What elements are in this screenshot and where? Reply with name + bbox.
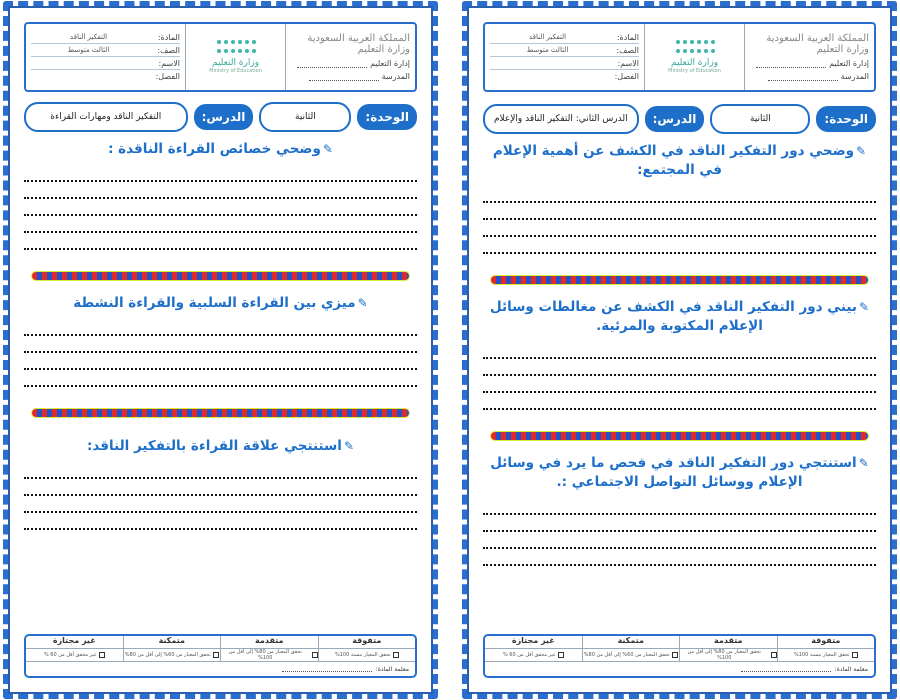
bead-divider (32, 409, 409, 417)
answer-lines (24, 462, 417, 530)
grade-row: الصف: الثالث متوسط (31, 44, 180, 57)
unit-value: الثانية (710, 104, 810, 134)
unit-value: الثانية (259, 102, 351, 132)
answer-line[interactable] (24, 199, 417, 216)
teacher-signature: معلمة المادة: (485, 662, 874, 676)
answer-line[interactable] (24, 479, 417, 496)
question-2: ✎ميزي بين القراءة السلبية والقراءة النشطة (73, 295, 368, 311)
answer-lines (483, 498, 876, 566)
question-1: ✎وضحي خصائص القراءة الناقدة : (108, 141, 333, 157)
answer-line[interactable] (24, 336, 417, 353)
answer-line[interactable] (483, 203, 876, 220)
answer-line[interactable] (24, 496, 417, 513)
answer-line[interactable] (483, 186, 876, 203)
ministry-logo (185, 24, 285, 90)
name-row: الاسم: (31, 57, 180, 70)
pencil-icon: ✎ (858, 300, 870, 314)
answer-lines (483, 186, 876, 254)
class-row: الفصل: (155, 72, 180, 81)
class-row: الفصل: (614, 72, 639, 81)
school-field: المدرسة (768, 72, 869, 81)
pencil-icon: ✎ (856, 144, 867, 158)
levels-desc: تحقق المعيار بنسبة 100% تحقق المعيار من 80% إلى أقل من 100% تحقق المعيار من 60% إلى أقل من 80% غير محقق أقل من 60 % (26, 649, 415, 662)
question-1: ✎وضحي دور التفكير الناقد في الكشف عن أهمية الإعلام في المجتمع: (492, 143, 867, 178)
bead-divider (491, 432, 868, 440)
subject-row: المادة: التفكير الناقد (31, 31, 180, 44)
worksheet-header (483, 22, 876, 92)
answer-line[interactable] (483, 549, 876, 566)
checkbox[interactable] (213, 652, 219, 658)
checkbox[interactable] (393, 652, 399, 658)
answer-line[interactable] (483, 237, 876, 254)
answer-line[interactable] (483, 393, 876, 410)
level-proficient: متمكنة (582, 636, 680, 648)
answer-line[interactable] (24, 513, 417, 530)
lesson-label: الدرس: (194, 104, 254, 130)
checkbox[interactable] (312, 652, 318, 658)
subject-row: المادة: التفكير الناقد (490, 31, 639, 44)
pencil-icon: ✎ (343, 439, 354, 453)
ministry-title: وزارة التعليم (357, 44, 410, 55)
ministry-title: وزارة التعليم (816, 44, 869, 55)
logo-dots-icon (675, 40, 715, 56)
student-info (485, 24, 644, 90)
answer-line[interactable] (24, 165, 417, 182)
admin-field: إدارة التعليم (297, 59, 410, 68)
answer-line[interactable] (24, 353, 417, 370)
logo-en: Ministry of Education (209, 68, 262, 74)
checkbox[interactable] (99, 652, 105, 658)
teacher-signature: معلمة المادة: (26, 662, 415, 676)
answer-line[interactable] (483, 515, 876, 532)
assessment-footer (483, 634, 876, 678)
level-advanced: متقدمة (679, 636, 777, 648)
logo-dots-icon (216, 40, 256, 56)
ministry-block (285, 24, 415, 90)
level-excellent: متفوقة (318, 636, 416, 648)
worksheet-left (8, 6, 433, 694)
unit-lesson-row (483, 102, 876, 136)
answer-line[interactable] (24, 216, 417, 233)
answer-lines (24, 319, 417, 387)
checkbox[interactable] (558, 652, 564, 658)
checkbox[interactable] (771, 652, 777, 658)
answer-line[interactable] (24, 319, 417, 336)
levels-header (26, 636, 415, 649)
ministry-block (744, 24, 874, 90)
checkbox[interactable] (672, 652, 678, 658)
pencil-icon: ✎ (322, 142, 333, 156)
answer-lines (24, 165, 417, 250)
levels-desc: تحقق المعيار بنسبة 100% تحقق المعيار من 80% إلى أقل من 100% تحقق المعيار من 60% إلى أقل من 80% غير محقق أقل من 60 % (485, 649, 874, 662)
levels-header (485, 636, 874, 649)
lesson-value: الدرس الثاني: التفكير الناقد والإعلام (483, 104, 639, 134)
unit-lesson-row (24, 100, 417, 134)
logo-en: Ministry of Education (668, 68, 721, 74)
name-row: الاسم: (490, 57, 639, 70)
worksheet-right (467, 6, 892, 694)
answer-line[interactable] (483, 498, 876, 515)
bead-divider (32, 272, 409, 280)
answer-line[interactable] (24, 182, 417, 199)
question-2: ✎بيني دور التفكير الناقد في الكشف عن مغالطات وسائل الإعلام المكتوبة والمرئية. (489, 299, 870, 334)
level-failed: غير مجتازة (52, 636, 96, 645)
logo-name: وزارة التعليم (211, 58, 260, 68)
assessment-footer (24, 634, 417, 678)
logo-name: وزارة التعليم (670, 58, 719, 68)
answer-line[interactable] (483, 220, 876, 237)
kingdom-title: المملكة العربية السعودية (766, 33, 869, 44)
level-proficient: متمكنة (123, 636, 221, 648)
answer-line[interactable] (24, 370, 417, 387)
answer-line[interactable] (24, 462, 417, 479)
grade-row: الصف: الثالث متوسط (490, 44, 639, 57)
level-failed: غير مجتازة (511, 636, 555, 645)
answer-lines (483, 342, 876, 410)
pencil-icon: ✎ (357, 296, 368, 310)
lesson-value: التفكير الناقد ومهارات القراءة (24, 102, 188, 132)
ministry-logo (644, 24, 744, 90)
question-3: ✎استنتجي دور التفكير الناقد في فحص ما يرد في وسائل الإعلام ووسائل التواصل الاجتماعي :. (490, 455, 869, 490)
unit-label: الوحدة: (357, 104, 417, 130)
school-field: المدرسة (309, 72, 410, 81)
worksheet-header (24, 22, 417, 92)
level-advanced: متقدمة (220, 636, 318, 648)
unit-label: الوحدة: (816, 106, 876, 132)
admin-field: إدارة التعليم (756, 59, 869, 68)
answer-line[interactable] (483, 359, 876, 376)
kingdom-title: المملكة العربية السعودية (307, 33, 410, 44)
student-info (26, 24, 185, 90)
lesson-label: الدرس: (645, 106, 705, 132)
answer-line[interactable] (483, 532, 876, 549)
answer-line[interactable] (483, 342, 876, 359)
answer-line[interactable] (483, 376, 876, 393)
pencil-icon: ✎ (858, 456, 869, 470)
answer-line[interactable] (24, 233, 417, 250)
question-3: ✎استنتجي علاقة القراءة بالتفكير الناقد: (86, 438, 354, 454)
level-excellent: متفوقة (777, 636, 875, 648)
checkbox[interactable] (852, 652, 858, 658)
bead-divider (491, 276, 868, 284)
